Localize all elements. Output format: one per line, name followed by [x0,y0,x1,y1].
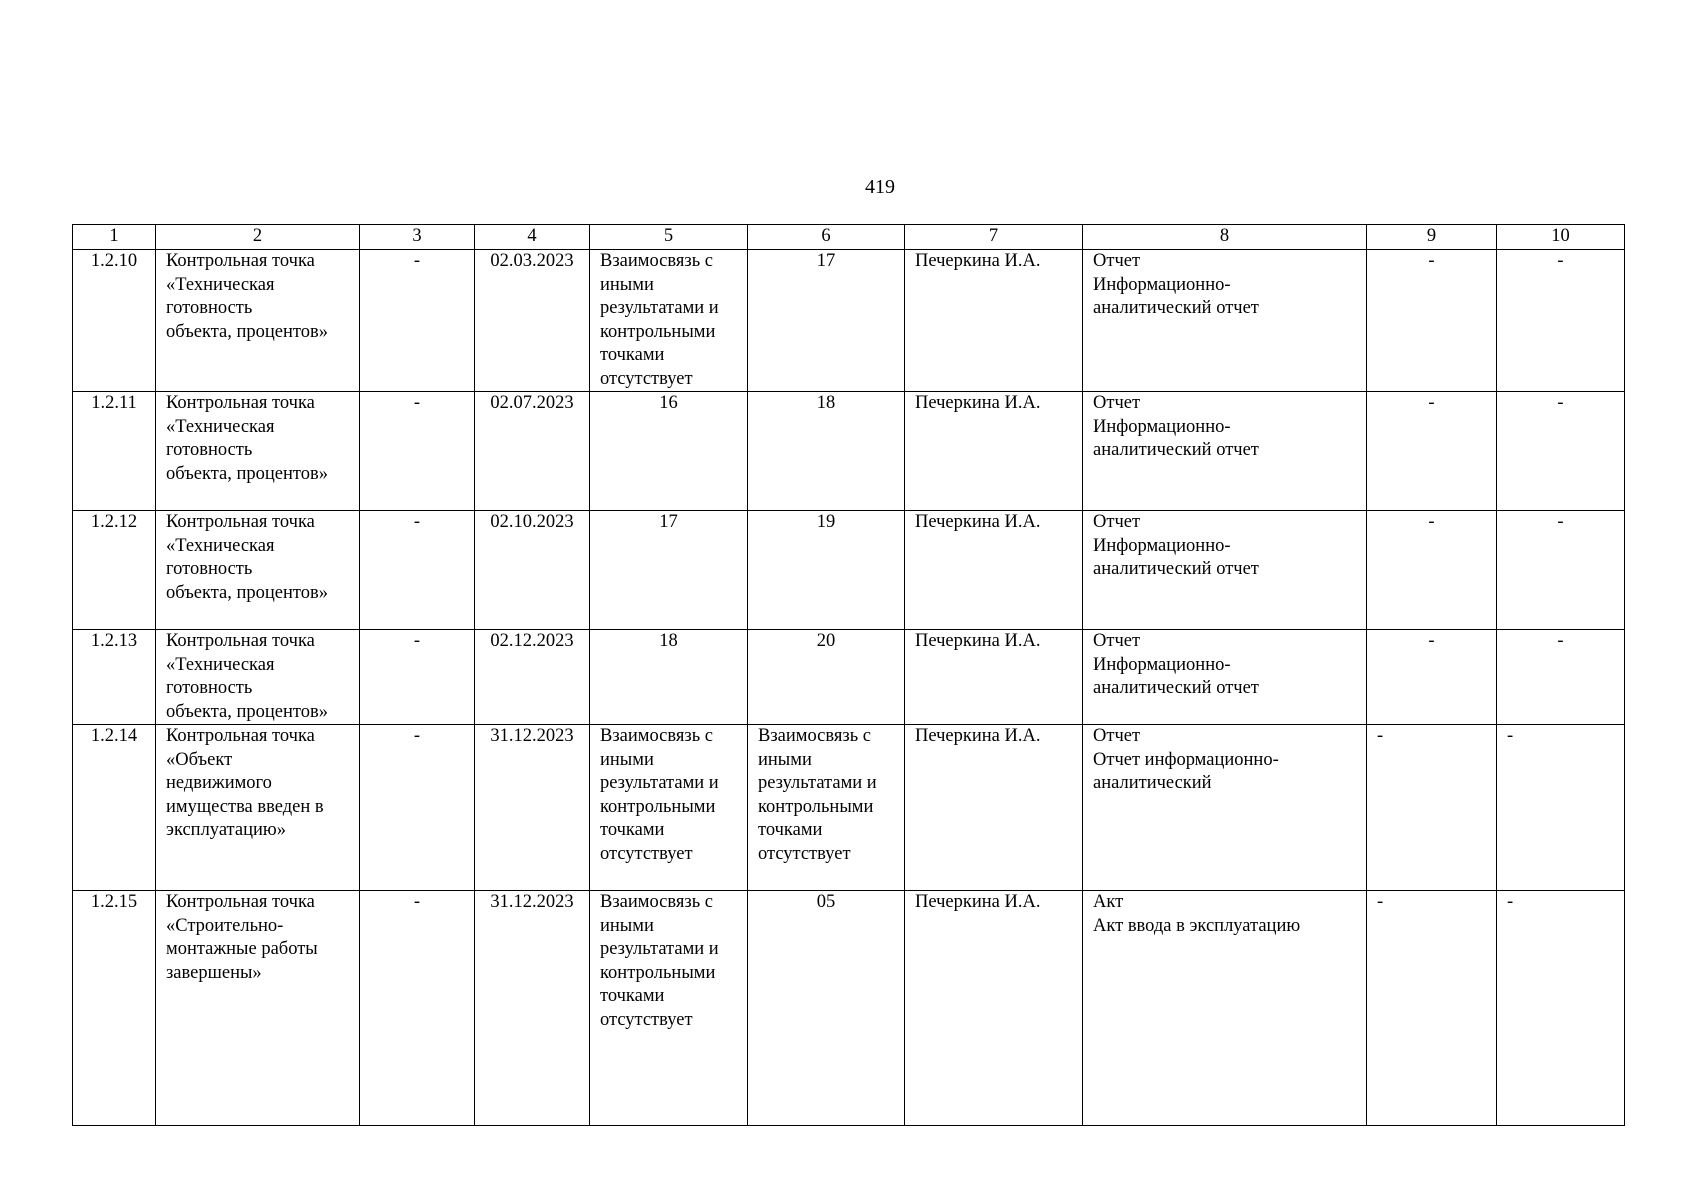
cell-col3: - [360,511,475,630]
cell-col6: 19 [748,511,905,630]
cell-col5: Взаимосвязь с иными результатами и контрольными точками отсутствует [590,725,748,891]
responsible-cell: Печеркина И.А. [905,511,1083,630]
header-cell: 6 [748,225,905,250]
cell-col3: - [360,630,475,725]
cell-col5: 16 [590,392,748,511]
table-row [73,725,1625,891]
cell-col5: Взаимосвязь с иными результатами и контрольными точками отсутствует [590,891,748,1126]
point-name: Контрольная точка «Техническая готовность объекта, процентов» [156,630,360,725]
date-cell: 31.12.2023 [475,891,590,1126]
responsible-cell: Печеркина И.А. [905,392,1083,511]
row-number: 1.2.14 [73,725,156,891]
row-number: 1.2.13 [73,630,156,725]
cell-col3: - [360,725,475,891]
table-header-row [73,225,1625,250]
table-row [73,250,1625,392]
cell-col3: - [360,891,475,1126]
document-cell: Отчет Информационно- аналитический отчет [1083,511,1367,630]
document-cell: Отчет Информационно- аналитический отчет [1083,392,1367,511]
cell-col5: 17 [590,511,748,630]
cell-col5: 18 [590,630,748,725]
date-cell: 02.07.2023 [475,392,590,511]
cell-col10: - [1497,630,1625,725]
cell-col10: - [1497,725,1625,891]
table-body [73,250,1625,1126]
cell-col6: 05 [748,891,905,1126]
header-cell: 9 [1367,225,1497,250]
cell-col9: - [1367,891,1497,1126]
cell-col3: - [360,250,475,392]
cell-col9: - [1367,250,1497,392]
point-name: Контрольная точка «Техническая готовность объекта, процентов» [156,250,360,392]
date-cell: 31.12.2023 [475,725,590,891]
header-cell: 2 [156,225,360,250]
header-cell: 1 [73,225,156,250]
header-cell: 7 [905,225,1083,250]
table-row [73,630,1625,725]
point-name: Контрольная точка «Техническая готовность объекта, процентов» [156,511,360,630]
point-name: Контрольная точка «Техническая готовность объекта, процентов» [156,392,360,511]
row-number: 1.2.11 [73,392,156,511]
responsible-cell: Печеркина И.А. [905,891,1083,1126]
header-cell: 3 [360,225,475,250]
page-number: 419 [865,176,895,198]
header-cell: 5 [590,225,748,250]
document-cell: Акт Акт ввода в эксплуатацию [1083,891,1367,1126]
cell-col9: - [1367,392,1497,511]
date-cell: 02.10.2023 [475,511,590,630]
table-row [73,891,1625,1126]
cell-col10: - [1497,891,1625,1126]
responsible-cell: Печеркина И.А. [905,630,1083,725]
cell-col10: - [1497,392,1625,511]
cell-col3: - [360,392,475,511]
document-cell: Отчет Отчет информационно- аналитический [1083,725,1367,891]
cell-col10: - [1497,511,1625,630]
point-name: Контрольная точка «Объект недвижимого имущества введен в эксплуатацию» [156,725,360,891]
document-cell: Отчет Информационно- аналитический отчет [1083,630,1367,725]
cell-col10: - [1497,250,1625,392]
cell-col9: - [1367,630,1497,725]
date-cell: 02.12.2023 [475,630,590,725]
row-number: 1.2.15 [73,891,156,1126]
header-cell: 4 [475,225,590,250]
cell-col6: 17 [748,250,905,392]
table-row [73,392,1625,511]
row-number: 1.2.10 [73,250,156,392]
header-cell: 10 [1497,225,1625,250]
responsible-cell: Печеркина И.А. [905,250,1083,392]
cell-col9: - [1367,725,1497,891]
cell-col9: - [1367,511,1497,630]
control-points-table [72,224,1625,1126]
header-cell: 8 [1083,225,1367,250]
responsible-cell: Печеркина И.А. [905,725,1083,891]
cell-col6: 20 [748,630,905,725]
table-row [73,511,1625,630]
date-cell: 02.03.2023 [475,250,590,392]
cell-col6: 18 [748,392,905,511]
cell-col5: Взаимосвязь с иными результатами и контрольными точками отсутствует [590,250,748,392]
cell-col6: Взаимосвязь с иными результатами и контрольными точками отсутствует [748,725,905,891]
row-number: 1.2.12 [73,511,156,630]
document-cell: Отчет Информационно- аналитический отчет [1083,250,1367,392]
point-name: Контрольная точка «Строительно- монтажные работы завершены» [156,891,360,1126]
